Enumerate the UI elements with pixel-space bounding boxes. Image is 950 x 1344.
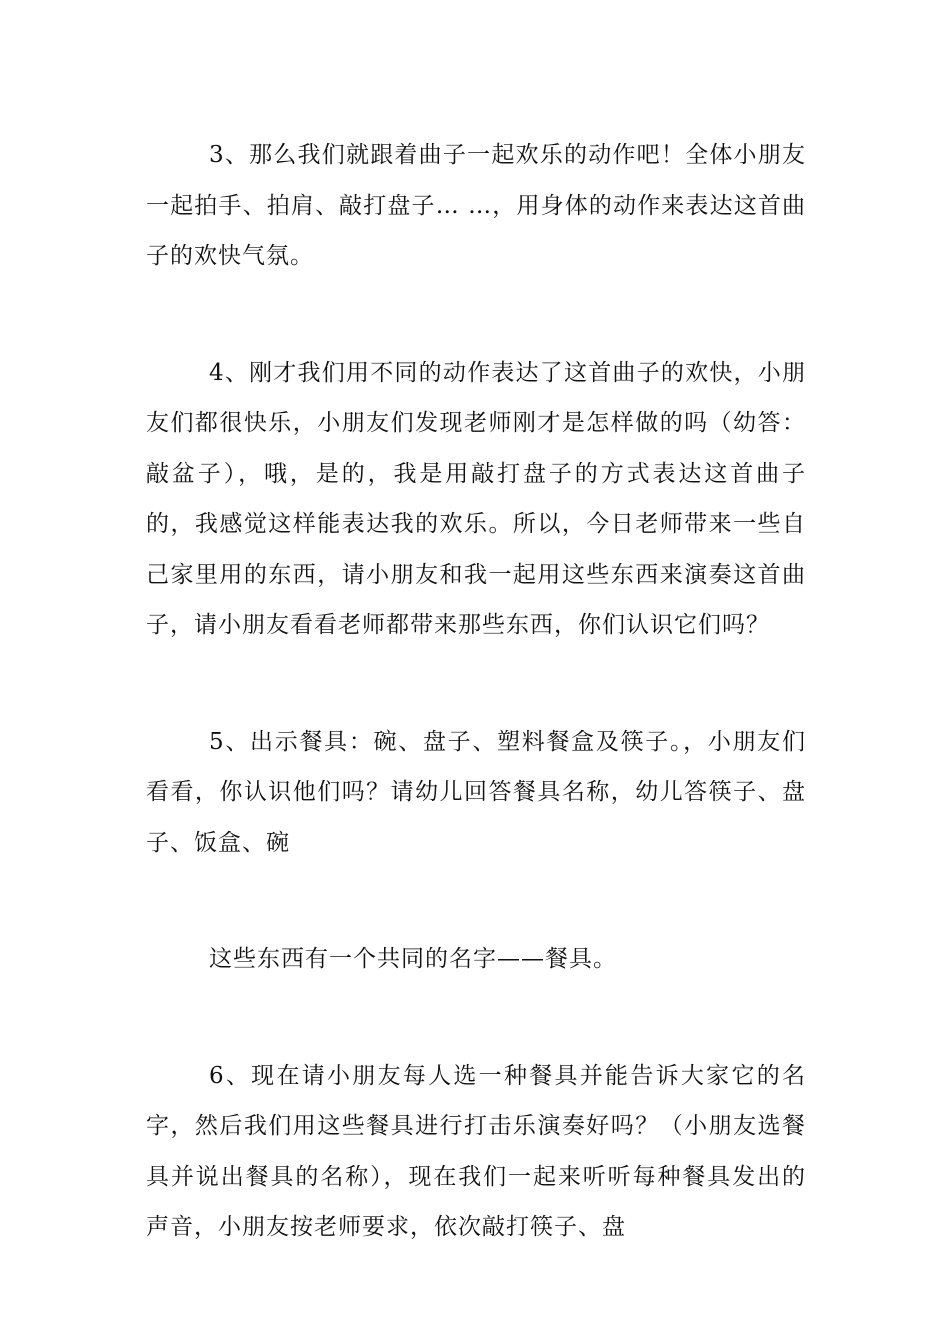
paragraph-tableware-name: 这些东西有一个共同的名字——餐具。 bbox=[209, 946, 617, 972]
paragraph-step-3: 3、那么我们就跟着曲子一起欢乐的动作吧！全体小朋友一起拍手、拍肩、敲打盘子… …，用身体的动作来表达这首曲子的欢快气氛。 bbox=[146, 142, 806, 269]
document-body bbox=[146, 130, 806, 1319]
paragraph-step-4: 4、刚才我们用不同的动作表达了这首曲子的欢快，小朋友们都很快乐，小朋友们发现老师刚才是怎样做的吗（幼答：敲盆子），哦，是的，我是用敲打盘子的方式表达这首曲子的，我感觉这样能表达我的欢乐。所以，今日老师带来一些自己家里用的东西，请小朋友和我一起用这些东西来演奏这首曲子，请小朋友看看老师都带来那些东西，你们认识它们吗？ bbox=[146, 359, 806, 638]
paragraph-step-5: 5、出示餐具：碗、盘子、塑料餐盒及筷子。，小朋友们看看，你认识他们吗？请幼儿回答餐具名称，幼儿答筷子、盘子、饭盒、碗 bbox=[146, 728, 806, 856]
paragraph-step-6: 6、现在请小朋友每人选一种餐具并能告诉大家它的名字，然后我们用这些餐具进行打击乐演奏好吗？（小朋友选餐具并说出餐具的名称），现在我们一起来听听每种餐具发出的声音，小朋友按老师要求，依次敲打筷子、盘 bbox=[146, 1062, 806, 1240]
